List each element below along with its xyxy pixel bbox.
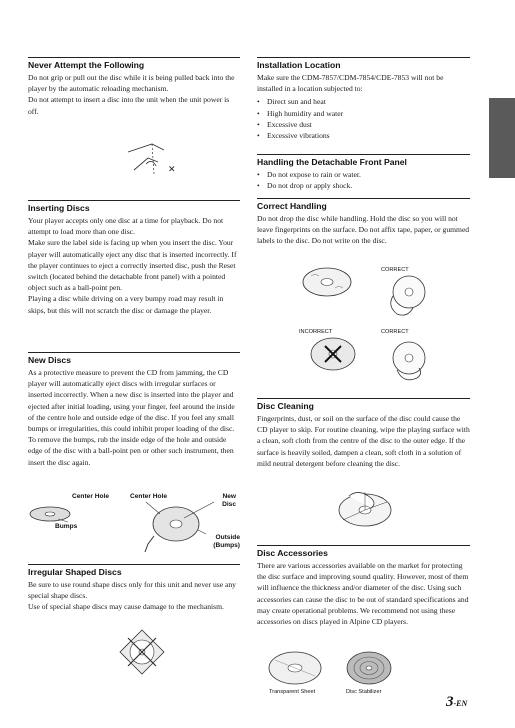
- list-item: • High humidity and water: [257, 108, 470, 119]
- section-title: Disc Accessories: [257, 548, 328, 558]
- section-body: [257, 213, 470, 247]
- section-new-discs: [28, 352, 240, 468]
- section-body: [257, 560, 470, 627]
- section-correct-handling: [257, 198, 470, 247]
- page-number-suffix: -EN: [453, 699, 468, 708]
- svg-text:✕: ✕: [168, 165, 176, 175]
- bullet-list: [257, 96, 470, 141]
- chapter-side-tab: [489, 98, 515, 178]
- section-title: Irregular Shaped Discs: [28, 567, 122, 577]
- section-title: Correct Handling: [257, 201, 327, 211]
- section-body: [28, 215, 240, 316]
- label-transparent-sheet: Transparent Sheet: [269, 689, 316, 695]
- paragraph: As a protective measure to prevent the CD from jamming, the CD player will automatically eject discs with irregular surfaces or inserted incorrectly. When a new disc is inserted into the player and ejected after initial loading, using your finger, feel around the inside of the centre hole and outside edge of the disc. If you feel any small bumps or irregularities, this could inhibit proper loading of the disc. To remove the bumps, rub the inside edge of the hole and outside edge of the disc with a ball-point pen or other such instrument, then insert the disc again.: [28, 368, 235, 467]
- label-correct-2: CORRECT: [381, 329, 409, 335]
- disc-cleaning-illustration: [335, 488, 395, 532]
- paragraph: Do not drop the disc while handling. Hold the disc so you will not leave fingerprints on the surface. Do not affix tape, paper, or gummed labels to the disc. Do not write on the disc.: [257, 214, 470, 246]
- section-body: [28, 367, 240, 468]
- paragraph: Fingerprints, dust, or soil on the surface of the disc could cause the CD player to skip. For routine cleaning, wipe the playing surface with a clean, soft cloth from the centre of the disc to the outer edge. If the surface is heavily soiled, dampen a clean, soft cloth in a solution of mild neutral detergent before cleaning the disc.: [257, 414, 470, 468]
- paragraph: Do not grip or pull out the disc while it is being pulled back into the player by the automatic reloading mechanism.: [28, 73, 235, 94]
- list-item: • Excessive vibrations: [257, 130, 470, 141]
- paragraph: Do not attempt to insert a disc into the unit when the unit power is off.: [28, 95, 230, 116]
- page-number-value: 3: [446, 694, 454, 710]
- list-item: • Direct sun and heat: [257, 96, 470, 107]
- section-inserting-discs: [28, 200, 240, 316]
- label-outside-bumps: Outside (Bumps): [213, 534, 240, 549]
- section-title: Installation Location: [257, 60, 341, 70]
- section-disc-accessories: [257, 545, 470, 627]
- section-body: [257, 72, 470, 94]
- list-item: • Do not expose to rain or water.: [257, 169, 470, 180]
- section-irregular-discs: [28, 564, 240, 613]
- section-never-attempt: [28, 57, 240, 117]
- section-title: New Discs: [28, 355, 71, 365]
- disc-pull-illustration: [124, 140, 184, 185]
- paragraph: There are various accessories available on the market for protecting the disc surface and improving sound quality. However, most of them will influence the thickness and/or diameter of the disc. Using such accessories can cause the disc to be out of standard specifications and may create operational problems. We recommend not using these accessories on discs played in Alpine CD players.: [257, 561, 469, 627]
- section-title: Never Attempt the Following: [28, 60, 145, 70]
- list-item: • Do not drop or apply shock.: [257, 180, 470, 191]
- label-correct-1: CORRECT: [381, 267, 409, 273]
- bullet-list: [257, 169, 470, 191]
- label-disc-stabilizer: Disc Stabilizer: [346, 689, 382, 695]
- new-disc-illustration: [28, 500, 240, 556]
- page-number: [446, 694, 467, 711]
- label-center-hole-2: Center Hole: [130, 493, 168, 500]
- label-center-hole-1: Center Hole: [72, 493, 110, 500]
- irregular-disc-illustration: [118, 628, 166, 676]
- paragraph: Playing a disc while driving on a very bumpy road may result in skips, but this will not scratch the disc or damage the player.: [28, 294, 224, 315]
- list-item: • Excessive dust: [257, 119, 470, 130]
- paragraph: Make sure the label side is facing up when you insert the disc. Your player will automatically eject any disc that is inserted incorrectly. If the player continues to eject a correctly inserted disc, push the Reset switch (located behind the detachable front panel) with a pointed object such as a ball-point pen.: [28, 238, 237, 293]
- section-installation-location: [257, 57, 470, 141]
- disc-handling-illustration: [287, 262, 457, 392]
- section-title: Handling the Detachable Front Panel: [257, 157, 407, 167]
- label-incorrect: INCORRECT: [299, 329, 333, 335]
- paragraph: Your player accepts only one disc at a time for playback. Do not attempt to load more than one disc.: [28, 216, 224, 237]
- section-body: [257, 413, 470, 469]
- section-handling-front-panel: [257, 154, 470, 191]
- paragraph: Use of special shape discs may cause damage to the mechanism.: [28, 602, 224, 612]
- label-bumps: Bumps: [55, 523, 78, 530]
- section-title: Inserting Discs: [28, 203, 90, 213]
- accessories-illustration: [265, 646, 395, 688]
- section-body: [28, 579, 240, 613]
- paragraph: Be sure to use round shape discs only for this unit and never use any special shape discs.: [28, 580, 236, 601]
- section-title: Disc Cleaning: [257, 401, 314, 411]
- label-new-disc: New Disc: [222, 493, 236, 508]
- section-disc-cleaning: [257, 398, 470, 469]
- section-body: [28, 72, 240, 117]
- paragraph: Make sure the CDM-7857/CDM-7854/CDE-7853 will not be installed in a location subjected to:: [257, 73, 444, 94]
